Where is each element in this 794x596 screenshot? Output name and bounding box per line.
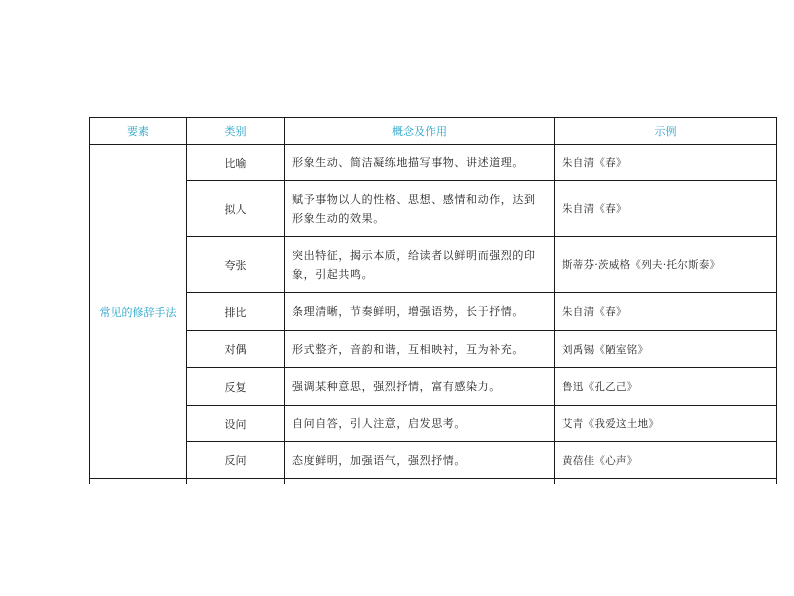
example-cell: 黄蓓佳《心声》	[555, 442, 777, 479]
example-cell: 朱自清《春》	[555, 181, 777, 237]
table-row	[90, 293, 777, 331]
concept-cell: 赋予事物以人的性格、思想、感情和动作，达到形象生动的效果。	[285, 181, 555, 237]
table-continuation-row	[90, 479, 777, 485]
category-cell: 比喻	[187, 145, 285, 181]
category-cell: 反问	[187, 442, 285, 479]
continuation-cell	[555, 479, 777, 485]
concept-cell: 自问自答，引人注意，启发思考。	[285, 406, 555, 442]
table-header-row	[90, 118, 777, 145]
table-row	[90, 368, 777, 406]
example-cell: 艾青《我爱这土地》	[555, 406, 777, 442]
concept-cell: 条理清晰，节奏鲜明，增强语势，长于抒情。	[285, 293, 555, 331]
table-row	[90, 181, 777, 237]
table-row	[90, 145, 777, 181]
continuation-cell	[187, 479, 285, 485]
header-concept: 概念及作用	[285, 118, 555, 145]
category-cell: 对偶	[187, 331, 285, 368]
header-category: 类别	[187, 118, 285, 145]
concept-cell: 形式整齐，音韵和谐，互相映衬，互为补充。	[285, 331, 555, 368]
header-example: 示例	[555, 118, 777, 145]
example-cell: 朱自清《春》	[555, 145, 777, 181]
category-cell: 排比	[187, 293, 285, 331]
example-cell: 刘禹锡《陋室铭》	[555, 331, 777, 368]
concept-cell: 突出特征，揭示本质，给读者以鲜明而强烈的印象，引起共鸣。	[285, 237, 555, 293]
category-cell: 夸张	[187, 237, 285, 293]
table-row	[90, 237, 777, 293]
element-cell: 常见的修辞手法	[90, 145, 187, 479]
header-element: 要素	[90, 118, 187, 145]
table-row	[90, 442, 777, 479]
continuation-cell	[90, 479, 187, 485]
table-row	[90, 406, 777, 442]
example-cell: 朱自清《春》	[555, 293, 777, 331]
category-cell: 设问	[187, 406, 285, 442]
rhetoric-table	[89, 117, 776, 478]
rhetoric-table-grid	[89, 117, 777, 484]
example-cell: 斯蒂芬·茨威格《列夫·托尔斯泰》	[555, 237, 777, 293]
table-row	[90, 331, 777, 368]
continuation-cell	[285, 479, 555, 485]
concept-cell: 形象生动、简洁凝练地描写事物、讲述道理。	[285, 145, 555, 181]
concept-cell: 态度鲜明，加强语气，强烈抒情。	[285, 442, 555, 479]
concept-cell: 强调某种意思，强烈抒情，富有感染力。	[285, 368, 555, 406]
example-cell: 鲁迅《孔乙己》	[555, 368, 777, 406]
category-cell: 反复	[187, 368, 285, 406]
category-cell: 拟人	[187, 181, 285, 237]
